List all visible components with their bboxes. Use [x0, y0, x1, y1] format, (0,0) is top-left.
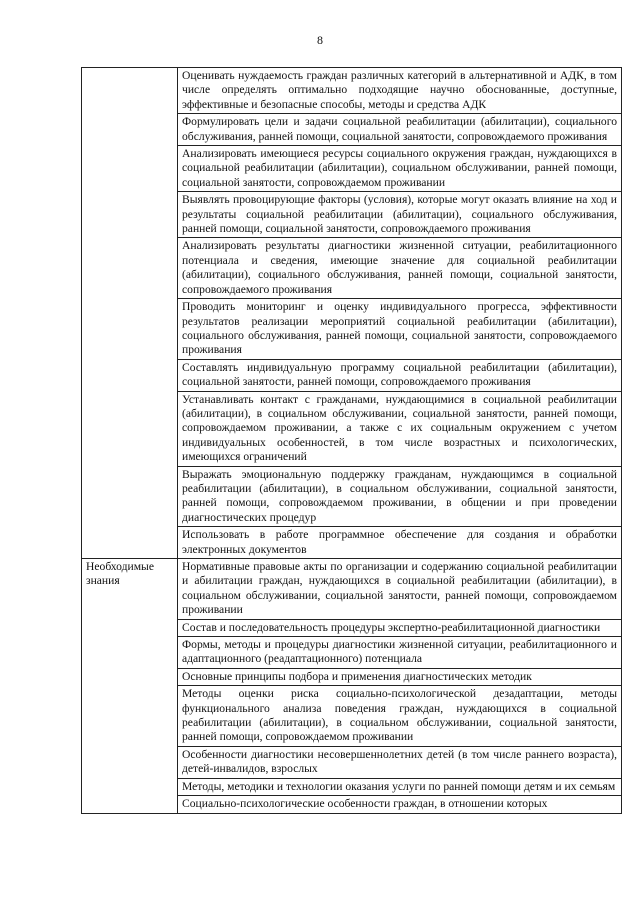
table-cell: Особенности диагностики несовершеннолетних детей (в том числе раннего возраста), детей-инвалидов, взрослых [178, 746, 622, 778]
table-cell: Составлять индивидуальную программу социальной реабилитации (абилитации), социальной занятости, ранней помощи, сопровождаемого проживания [178, 359, 622, 391]
table-cell: Состав и последовательность процедуры экспертно-реабилитационной диагностики [178, 619, 622, 636]
table-cell: Устанавливать контакт с гражданами, нуждающимися в социальной реабилитации (абилитации), в социальном обслуживании, социальной занятости, ранней помощи, сопровождаемом проживании, а также с их социальным окружением с учетом индивидуальных особенностей, в том числе возрастных и психологических, имеющихся ограничений [178, 391, 622, 466]
table-cell: Формы, методы и процедуры диагностики жизненной ситуации, реабилитационного и адаптационного (реадаптационного) потенциала [178, 637, 622, 669]
page-number: 8 [317, 33, 323, 47]
table-cell: Оценивать нуждаемость граждан различных категорий в альтернативной и АДК, в том числе определять оптимально подходящие научно обоснованные, доступные, эффективные и безопасные способы, методы и средства АДК [178, 68, 622, 114]
table-cell: Анализировать результаты диагностики жизненной ситуации, реабилитационного потенциала и сведения, имеющие значение для социальной реабилитации (абилитации), социального обслуживания, ранней помощи, социальной занятости, сопровождаемого проживания [178, 238, 622, 299]
table-row [82, 68, 622, 114]
section-label: Необходимые знания [82, 559, 178, 814]
section-label [82, 68, 178, 559]
table-cell: Использовать в работе программное обеспечение для создания и обработки электронных документов [178, 527, 622, 559]
table-cell: Проводить мониторинг и оценку индивидуального прогресса, эффективности результатов реализации мероприятий социальной реабилитации (абилитации), социального обслуживания, ранней помощи, социальной занятости, сопровождаемого проживания [178, 299, 622, 360]
competency-table [81, 67, 622, 814]
table-cell: Выражать эмоциональную поддержку гражданам, нуждающимся в социальной реабилитации (абилитации), в социальном обслуживании, социальной занятости, ранней помощи, сопровождаемом проживании, в общении и при проведении диагностических процедур [178, 466, 622, 527]
table-row [82, 559, 622, 620]
table-cell: Анализировать имеющиеся ресурсы социального окружения граждан, нуждающихся в социальной реабилитации (абилитации), социальном обслуживании, ранней помощи, социальной занятости, сопровождаемом проживании [178, 146, 622, 192]
table-cell: Выявлять провоцирующие факторы (условия), которые могут оказать влияние на ход и результаты социальной реабилитации (абилитации), социального обслуживания, ранней помощи, социальной занятости, сопровождаемого проживания [178, 192, 622, 238]
table-cell: Формулировать цели и задачи социальной реабилитации (абилитации), социального обслуживания, ранней помощи, социальной занятости, сопровождаемого проживания [178, 114, 622, 146]
table-cell: Методы оценки риска социально-психологической дезадаптации, методы функционального анализа поведения граждан, нуждающихся в социальной реабилитации (абилитации), в социальном обслуживании, социальной занятости, ранней помощи, сопровождаемом проживании [178, 686, 622, 747]
table-cell: Методы, методики и технологии оказания услуги по ранней помощи детям и их семьям [178, 778, 622, 795]
table-cell: Социально-психологические особенности граждан, в отношении которых [178, 796, 622, 813]
table-cell: Основные принципы подбора и применения диагностических методик [178, 668, 622, 685]
table-cell: Нормативные правовые акты по организации и содержанию социальной реабилитации и абилитации граждан, нуждающихся в социальной реабилитации (абилитации), в социальном обслуживании, социальной занятости, ранней помощи, сопровождаемом проживании [178, 559, 622, 620]
